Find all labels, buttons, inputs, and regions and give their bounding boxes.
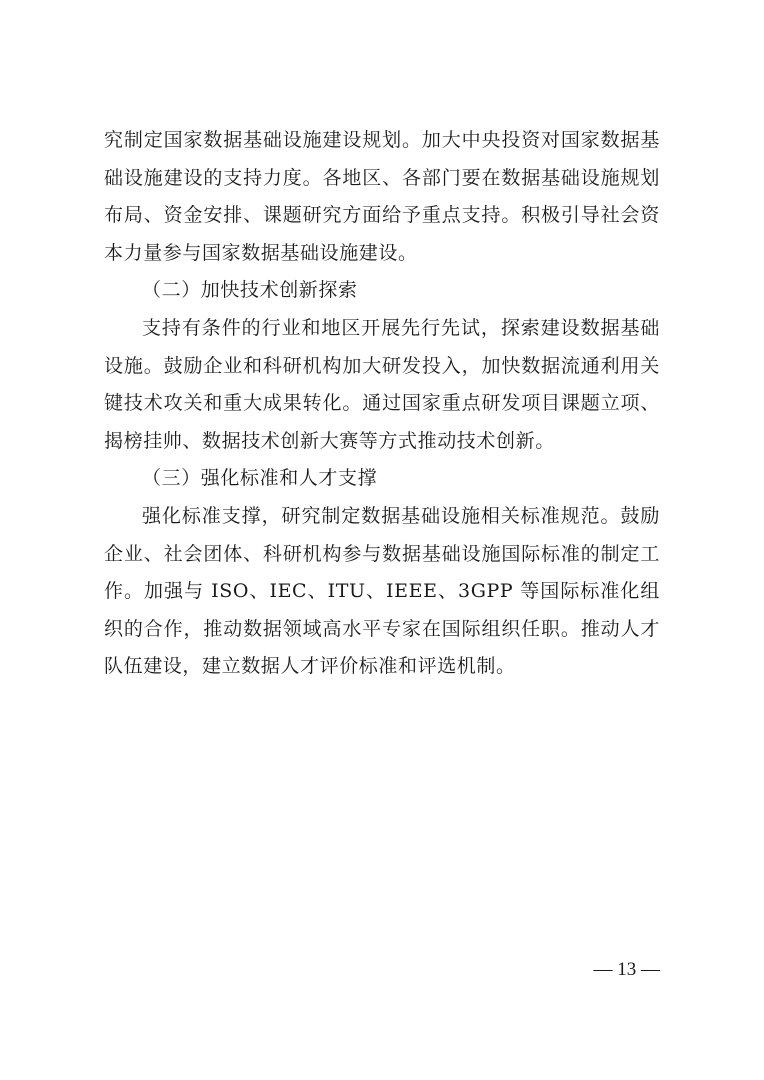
paragraph-tech-innovation: 支持有条件的行业和地区开展先行先试，探索建设数据基础设施。鼓励企业和科研机构加大研发投入，加快数据流通利用关键技术攻关和重大成果转化。通过国家重点研发项目课题立项、揭榜挂帅、数据技术创新大赛等方式推动技术创新。 <box>104 316 660 452</box>
paragraph-continuation: 究制定国家数据基础设施建设规划。加大中央投资对国家数据基础设施建设的支持力度。各地区、各部门要在数据基础设施规划布局、资金安排、课题研究方面给予重点支持。积极引导社会资本力量参与国家数据基础设施建设。 <box>104 129 660 264</box>
page-number: — 13 — <box>593 959 660 980</box>
section-heading-3: （三）强化标准和人才支撑 <box>142 467 378 490</box>
section-heading-2: （二）加快技术创新探索 <box>142 279 358 302</box>
paragraph-standards-talent: 强化标准支撑，研究制定数据基础设施相关标准规范。鼓励企业、社会团体、科研机构参与数据基础设施国际标准的制定工作。加强与 ISO、IEC、ITU、IEEE、3GPP 等国际标准化组织的合作，推动数据领域高水平专家在国际组织任职。推动人才队伍建设，建立数据人才评价标准和评选机制。 <box>104 504 660 678</box>
document-body <box>104 122 660 686</box>
